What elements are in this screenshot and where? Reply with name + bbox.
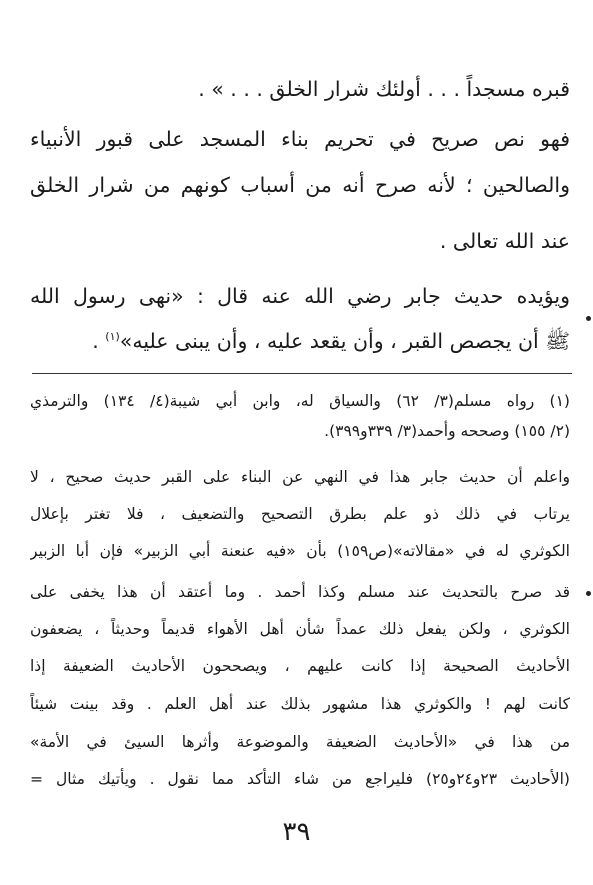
page-edge-mark	[586, 316, 591, 321]
footnote-line: قد صرح بالتحديث عند مسلم وكذا أحمد . وما أعتقد أن هذا يخفى على	[30, 583, 570, 601]
footnote-line: واعلم أن حديث جابر هذا في النهي عن البناء على القبر حديث صحيح ، لا	[30, 468, 570, 486]
text-line	[30, 326, 570, 358]
text-line: قبره مسجداً . . . أولئك شرار الخلق . . . » .	[198, 77, 570, 101]
footnote-line: من هذا في «الأحاديث الضعيفة والموضوعة وأثرها السيئ في الأمة»	[30, 733, 570, 751]
text-line: عند الله تعالى .	[439, 229, 570, 253]
footnote-line: (٢/ ١٥٥) وصححه وأحمد(٣/ ٣٣٩و٣٩٩).	[324, 422, 570, 440]
text-line: ويؤيده حديث جابر رضي الله عنه قال : «نهى رسول الله	[30, 284, 570, 308]
footnote-line: الأحاديث الصحيحة إذا كانت عليهم ، ويصححون الأحاديث الضعيفة إذا	[30, 657, 570, 675]
text-line-body: ﷺ أن يجصص القبر ، وأن يقعد عليه ، وأن يبنى عليه»	[119, 329, 570, 353]
footnote-line: الكوثري له في «مقالاته»(ص١٥٩) بأن «فيه عنعنة أبي الزبير» فإن أبا الزبير	[30, 542, 570, 560]
page-edge-mark	[586, 591, 591, 596]
text-line-end: .	[92, 329, 106, 353]
text-line: والصالحين ؛ لأنه صرح أنه من أسباب كونهم من شرار الخلق	[30, 173, 570, 197]
page-number: ٣٩	[282, 817, 311, 847]
footnote-line: الكوثري ، ولكن يفعل ذلك عمداً شأن أهل الأهواء قديماً وحديثاً ، يضعفون	[30, 620, 570, 638]
footnote-line: (١) رواه مسلم(٣/ ٦٢) والسياق له، وابن أبي شيبة(٤/ ١٣٤) والترمذي	[30, 392, 570, 410]
footnote-separator	[32, 373, 572, 374]
footnote-line: كانت لهم ! والكوثري هذا مشهور بذلك عند أهل العلم . وقد بينت شيئاً	[30, 695, 570, 713]
footnote-line: يرتاب في ذلك ذو علم بطرق التصحيح والتضعيف ، فلا تغتر بإعلال	[30, 505, 570, 523]
footnote-line: (الأحاديث ٢٣و٢٤و٢٥) فليراجع من شاء التأكد مما نقول . ويأتيك مثال =	[30, 770, 570, 788]
text-line: فهو نص صريح في تحريم بناء المسجد على قبور الأنبياء	[30, 127, 570, 151]
footnote-reference: (١)	[105, 330, 120, 344]
